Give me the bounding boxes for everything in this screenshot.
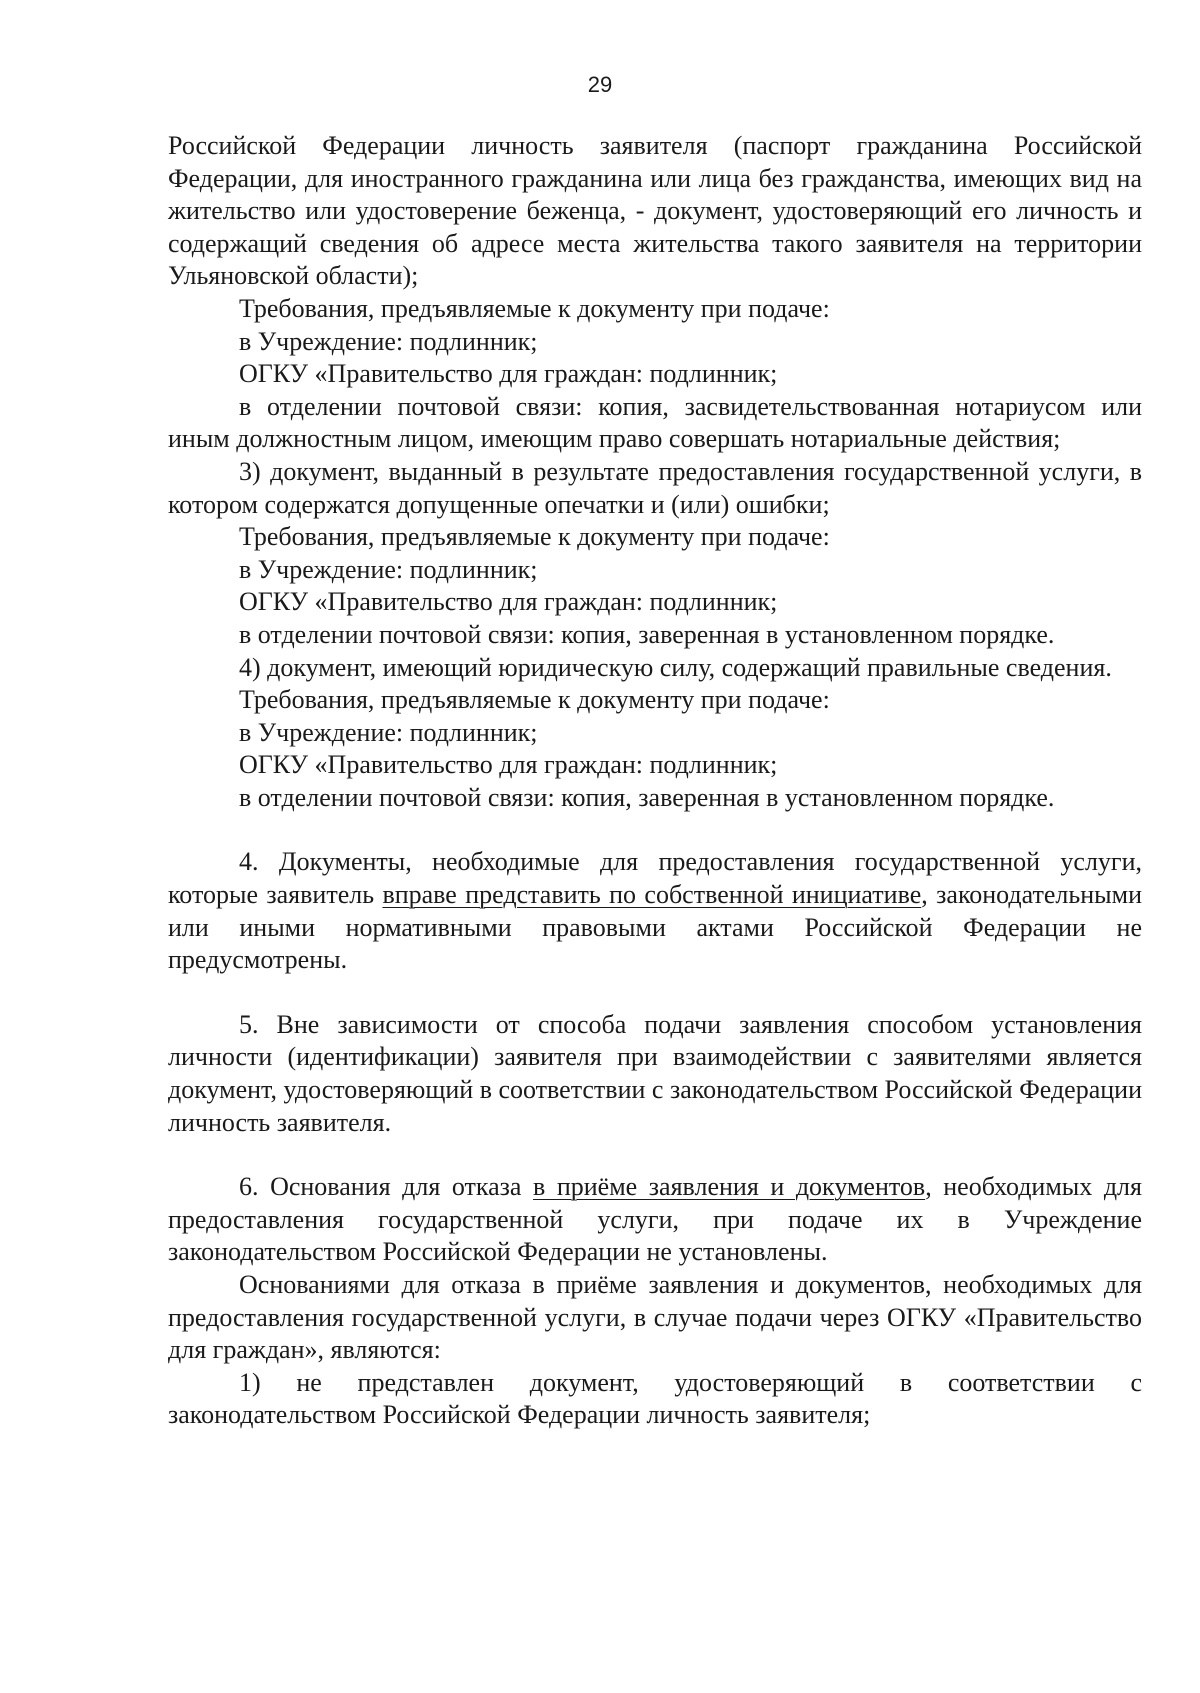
paragraph-post-office: в отделении почтовой связи: копия, заверенная в установленном порядке. bbox=[239, 619, 1055, 649]
page-number: 29 bbox=[587, 72, 613, 97]
section-6-grounds-paragraph: Основаниями для отказа в приёме заявления и документов, необходимых для предоставления государственной услуги, в случае подачи через ОГКУ «Правительство для граждан», являются: bbox=[168, 1270, 1142, 1365]
section-6-underlined-text: в приёме заявления и документов bbox=[533, 1172, 926, 1202]
paragraph-continued: Российской Федерации личность заявителя (паспорт гражданина Российской Федерации, для иностранного гражданина или лица без гражданства, имеющих вид на жительство или удостоверение беженца, - документ, удостоверяющий его личность и содержащий сведения об адресе места жительства такого заявителя на территории Ульяновской области); bbox=[168, 131, 1142, 291]
paragraph-item-4: 4) документ, имеющий юридическую силу, содержащий правильные сведения. bbox=[239, 652, 1112, 682]
paragraph-post-office: в отделении почтовой связи: копия, засвидетельствованная нотариусом или иным должностным лицом, имеющим право совершать нотариальные действия; bbox=[168, 391, 1142, 454]
document-body bbox=[168, 130, 1142, 1432]
section-6-text-start: 6. Основания для отказа bbox=[239, 1172, 534, 1202]
paragraph-item-3: 3) документ, выданный в результате предоставления государственной услуги, в котором содержатся допущенные опечатки и (или) ошибки; bbox=[168, 456, 1142, 519]
section-6-paragraph bbox=[168, 1171, 1142, 1269]
section-6-text-end: , необходимых для предоставления государственной услуги, при подаче их в Учреждение законодательством Российской Федерации не установлены. bbox=[168, 1172, 1142, 1267]
paragraph-requirements-heading: Требования, предъявляемые к документу при подаче: bbox=[239, 293, 830, 323]
section-6-item-1: 1) не представлен документ, удостоверяющий в соответствии с законодательством Российской Федерации личность заявителя; bbox=[168, 1367, 1142, 1430]
paragraph-ogku: ОГКУ «Правительство для граждан: подлинник; bbox=[239, 750, 778, 780]
paragraph-ogku: ОГКУ «Правительство для граждан: подлинник; bbox=[239, 359, 778, 389]
paragraph-ogku: ОГКУ «Правительство для граждан: подлинник; bbox=[239, 587, 778, 617]
paragraph-institution: в Учреждение: подлинник; bbox=[239, 326, 538, 356]
paragraph-requirements-heading: Требования, предъявляемые к документу при подаче: bbox=[239, 685, 830, 715]
paragraph-post-office: в отделении почтовой связи: копия, заверенная в установленном порядке. bbox=[239, 782, 1055, 812]
section-4-paragraph bbox=[168, 846, 1142, 976]
paragraph-institution: в Учреждение: подлинник; bbox=[239, 717, 538, 747]
section-4-text-start: 4. Документы, необходимые для предоставления государственной услуги, которые заявитель bbox=[168, 847, 1142, 910]
section-4-underlined-text: вправе представить по собственной инициативе bbox=[382, 880, 922, 910]
paragraph-requirements-heading: Требования, предъявляемые к документу при подаче: bbox=[239, 522, 830, 552]
section-4-text-end: , законодательными или иными нормативными правовыми актами Российской Федерации не предусмотрены. bbox=[168, 880, 1142, 975]
paragraph-institution: в Учреждение: подлинник; bbox=[239, 554, 538, 584]
section-5-paragraph: 5. Вне зависимости от способа подачи заявления способом установления личности (идентификации) заявителя при взаимодействии с заявителями является документ, удостоверяющий в соответствии с законодательством Российской Федерации личность заявителя. bbox=[168, 1009, 1142, 1137]
